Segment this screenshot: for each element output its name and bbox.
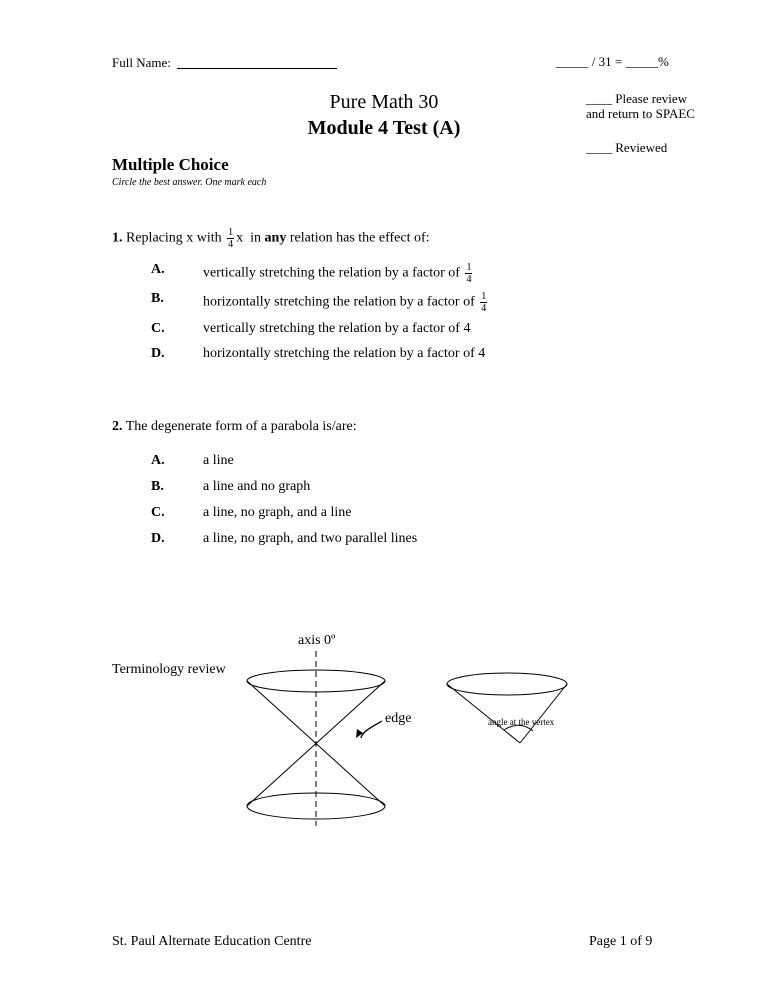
single-cone-left-edge bbox=[447, 684, 520, 743]
q2-option-c-letter: C. bbox=[151, 505, 165, 520]
test-title: Module 4 Test (A) bbox=[307, 117, 461, 139]
score-line: _____ / 31 = _____% bbox=[556, 54, 669, 69]
review-line-1: ____ Please review bbox=[586, 91, 688, 106]
q1-option-d[interactable]: horizontally stretching the relation by a factor of 4 bbox=[203, 346, 486, 361]
section-heading: Multiple Choice bbox=[112, 155, 229, 174]
q1-mid: in bbox=[250, 230, 262, 246]
q1-option-a-letter: A. bbox=[151, 262, 165, 277]
q2-text: The degenerate form of a parabola is/are: bbox=[125, 419, 357, 434]
q1-option-a-num: 1 bbox=[466, 262, 472, 273]
single-cone-ellipse bbox=[447, 673, 567, 695]
q1-option-c-letter: C. bbox=[151, 321, 165, 336]
footer-page: Page 1 of 9 bbox=[589, 934, 653, 949]
q2-option-c[interactable]: a line, no graph, and a line bbox=[203, 505, 352, 520]
q1-option-c[interactable]: vertically stretching the relation by a factor of 4 bbox=[203, 321, 471, 336]
terminology-label: Terminology review bbox=[112, 662, 226, 677]
q1-bold-word: any bbox=[264, 230, 287, 246]
q1-suffix: relation has the effect of: bbox=[289, 230, 430, 246]
q1-prefix: Replacing x with bbox=[126, 230, 222, 246]
section-instructions: Circle the best answer. One mark each bbox=[112, 177, 267, 188]
q2-option-d[interactable]: a line, no graph, and two parallel lines bbox=[203, 531, 418, 546]
q1-number: 1. bbox=[112, 230, 123, 246]
vertex-label: angle at the vertex bbox=[488, 717, 555, 727]
q1-option-b-num: 1 bbox=[481, 291, 487, 302]
q2-option-b-letter: B. bbox=[151, 479, 164, 494]
q1-option-b-text: horizontally stretching the relation by a factor of bbox=[203, 294, 475, 310]
course-title: Pure Math 30 bbox=[329, 91, 439, 113]
q2-option-a-letter: A. bbox=[151, 453, 165, 468]
q1-var: x bbox=[236, 230, 244, 246]
q2-option-a[interactable]: a line bbox=[203, 453, 234, 468]
full-name-label: Full Name: bbox=[112, 55, 171, 70]
q2-option-b[interactable]: a line and no graph bbox=[203, 479, 311, 494]
edge-arrow bbox=[361, 721, 382, 738]
q1-frac-den: 4 bbox=[228, 239, 234, 250]
reviewed-line: ____ Reviewed bbox=[586, 140, 668, 155]
q2-number: 2. bbox=[112, 419, 123, 434]
q1-option-b-den: 4 bbox=[481, 303, 487, 314]
q1-option-a-den: 4 bbox=[466, 274, 472, 285]
q1-option-a-text: vertically stretching the relation by a factor of bbox=[203, 265, 460, 281]
q2-option-d-letter: D. bbox=[151, 531, 165, 546]
review-line-2: and return to SPAEC bbox=[586, 106, 695, 121]
q1-option-b-letter: B. bbox=[151, 291, 164, 306]
edge-label: edge bbox=[385, 711, 412, 726]
axis-label: axis 0º bbox=[298, 633, 336, 648]
q1-frac-num: 1 bbox=[228, 227, 234, 238]
footer-school: St. Paul Alternate Education Centre bbox=[112, 934, 312, 949]
q1-option-d-letter: D. bbox=[151, 346, 165, 361]
